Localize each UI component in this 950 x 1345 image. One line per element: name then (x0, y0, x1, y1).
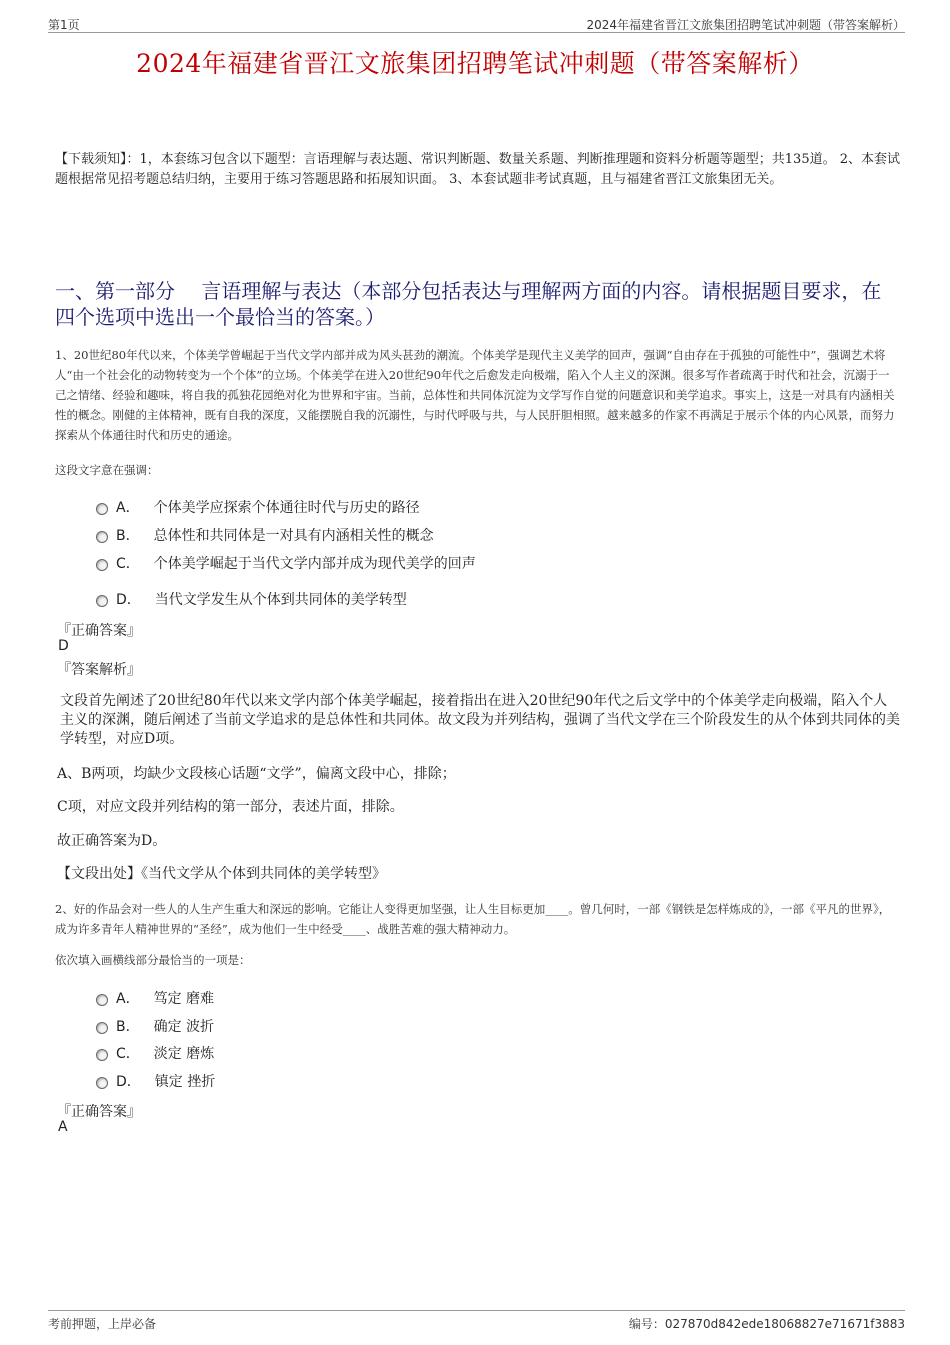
footer-doc-id: 编号：027870d842ede18068827e71671f3883 (628, 1317, 905, 1331)
header-doc-title: 2024年福建省晋江文旅集团招聘笔试冲刺题（带答案解析） (586, 18, 905, 32)
question-2-prompt: 依次填入画横线部分最恰当的一项是： (55, 953, 251, 967)
option-letter: B． (116, 528, 140, 544)
q1-analysis-c: C项，对应文段并列结构的第一部分，表述片面，排除。 (57, 799, 404, 815)
radio-icon[interactable] (96, 1077, 108, 1089)
q1-analysis-final: 故正确答案为D。 (57, 833, 167, 849)
radio-icon[interactable] (96, 595, 108, 607)
option-text: 确定 波折 (153, 1019, 215, 1035)
option-text: 个体美学崛起于当代文学内部并成为现代美学的回声 (153, 556, 476, 572)
radio-icon[interactable] (96, 1022, 108, 1034)
q1-option-c[interactable] (96, 553, 476, 573)
q1-option-a[interactable] (96, 497, 420, 517)
option-letter: A． (116, 500, 140, 516)
option-letter: A． (116, 991, 140, 1007)
q1-analysis-ab: A、B两项，均缺少文段核心话题“文学”，偏离文段中心，排除； (57, 766, 456, 782)
q1-source: 【文段出处】《当代文学从个体到共同体的美学转型》 (57, 866, 386, 882)
section-title: 一、第一部分 言语理解与表达（本部分包括表达与理解两方面的内容。请根据题目要求，在四个选项中选出一个最恰当的答案。） (55, 279, 882, 329)
q2-answer: A (58, 1119, 68, 1135)
radio-icon[interactable] (96, 531, 108, 543)
option-letter: B． (116, 1019, 140, 1035)
q1-analysis: 文段首先阐述了20世纪80年代以来文学内部个体美学崛起，接着指出在进入20世纪90年代之后文学中的个体美学走向极端，陷入个人主义的深渊，随后阐述了当前文学追求的是总体性和共同体。故文段为并列结构，强调了当代文学在三个阶段发生的从个体到共同体的美学转型，对应D项。 (60, 693, 900, 747)
q2-answer-label: 『正确答案』 (57, 1104, 141, 1120)
radio-icon[interactable] (96, 1049, 108, 1061)
footer-divider (48, 1310, 905, 1311)
option-text: 总体性和共同体是一对具有内涵相关性的概念 (153, 528, 434, 544)
radio-icon[interactable] (96, 994, 108, 1006)
question-1-text: 1、20世纪80年代以来，个体美学曾崛起于当代文学内部并成为风头甚劲的潮流。个体美学是现代主义美学的回声，强调“自由存在于孤独的可能性中”，强调艺术将人“由一个社会化的动物转变为一个个体”的立场。个体美学在进入20世纪90年代之后愈发走向极端，陷入个人主义的深渊。很多写作者疏离于时代和社会，沉溺于一己之情绪、经验和趣味，将自我的孤独花园绝对化为世界和宇宙。当前，总体性和共同体沉淀为文学写作自觉的问题意识和美学追求。事实上，这是一对具有内涵相关性的概念。刚健的主体精神，既有自我的深度，又能摆脱自我的沉溺性，与时代呼吸与共，与人民肝胆相照。越来越多的作家不再满足于展示个体的内心风景，而努力探索从个体通往时代和历史的通途。 (55, 348, 895, 442)
download-notice: 【下载须知】：1，本套练习包含以下题型：言语理解与表达题、常识判断题、数量关系题、判断推理题和资料分析题等题型；共135道。 2、本套试题根据常见招考题总结归纳，主要用于练习答题思路和拓展知识面。 3、本套试题非考试真题，且与福建省晋江文旅集团无关。 (55, 152, 900, 187)
question-1-prompt: 这段文字意在强调： (55, 463, 159, 477)
q1-answer: D (58, 638, 69, 654)
q1-analysis-label: 『答案解析』 (57, 662, 141, 678)
footer-slogan: 考前押题，上岸必备 (48, 1317, 157, 1331)
q2-option-d[interactable] (96, 1071, 215, 1091)
header-divider (48, 32, 905, 33)
option-text: 个体美学应探索个体通往时代与历史的路径 (153, 500, 420, 516)
question-2-text: 2、好的作品会对一些人的人生产生重大和深远的影响。它能让人变得更加坚强，让人生目标更加____。曾几何时，一部《钢铁是怎样炼成的》，一部《平凡的世界》，成为许多青年人精神世界的“圣经”，成为他们一生中经受____、战胜苦难的强大精神动力。 (55, 902, 891, 936)
option-text: 笃定 磨难 (153, 991, 215, 1007)
page-number: 第1页 (48, 18, 80, 32)
q2-option-c[interactable] (96, 1043, 214, 1063)
q1-option-b[interactable] (96, 525, 434, 545)
q2-option-a[interactable] (96, 988, 214, 1008)
q1-answer-label: 『正确答案』 (57, 623, 141, 639)
option-text: 淡定 磨炼 (153, 1046, 215, 1062)
option-letter: C． (116, 1046, 140, 1062)
radio-icon[interactable] (96, 503, 108, 515)
option-letter: D． (116, 1074, 141, 1090)
option-letter: D． (116, 592, 141, 608)
radio-icon[interactable] (96, 559, 108, 571)
q1-option-d[interactable] (96, 589, 407, 609)
option-text: 镇定 挫折 (154, 1074, 216, 1090)
page-title: 2024年福建省晋江文旅集团招聘笔试冲刺题（带答案解析） (136, 49, 814, 78)
q2-option-b[interactable] (96, 1016, 214, 1036)
option-letter: C． (116, 556, 140, 572)
option-text: 当代文学发生从个体到共同体的美学转型 (154, 592, 407, 608)
